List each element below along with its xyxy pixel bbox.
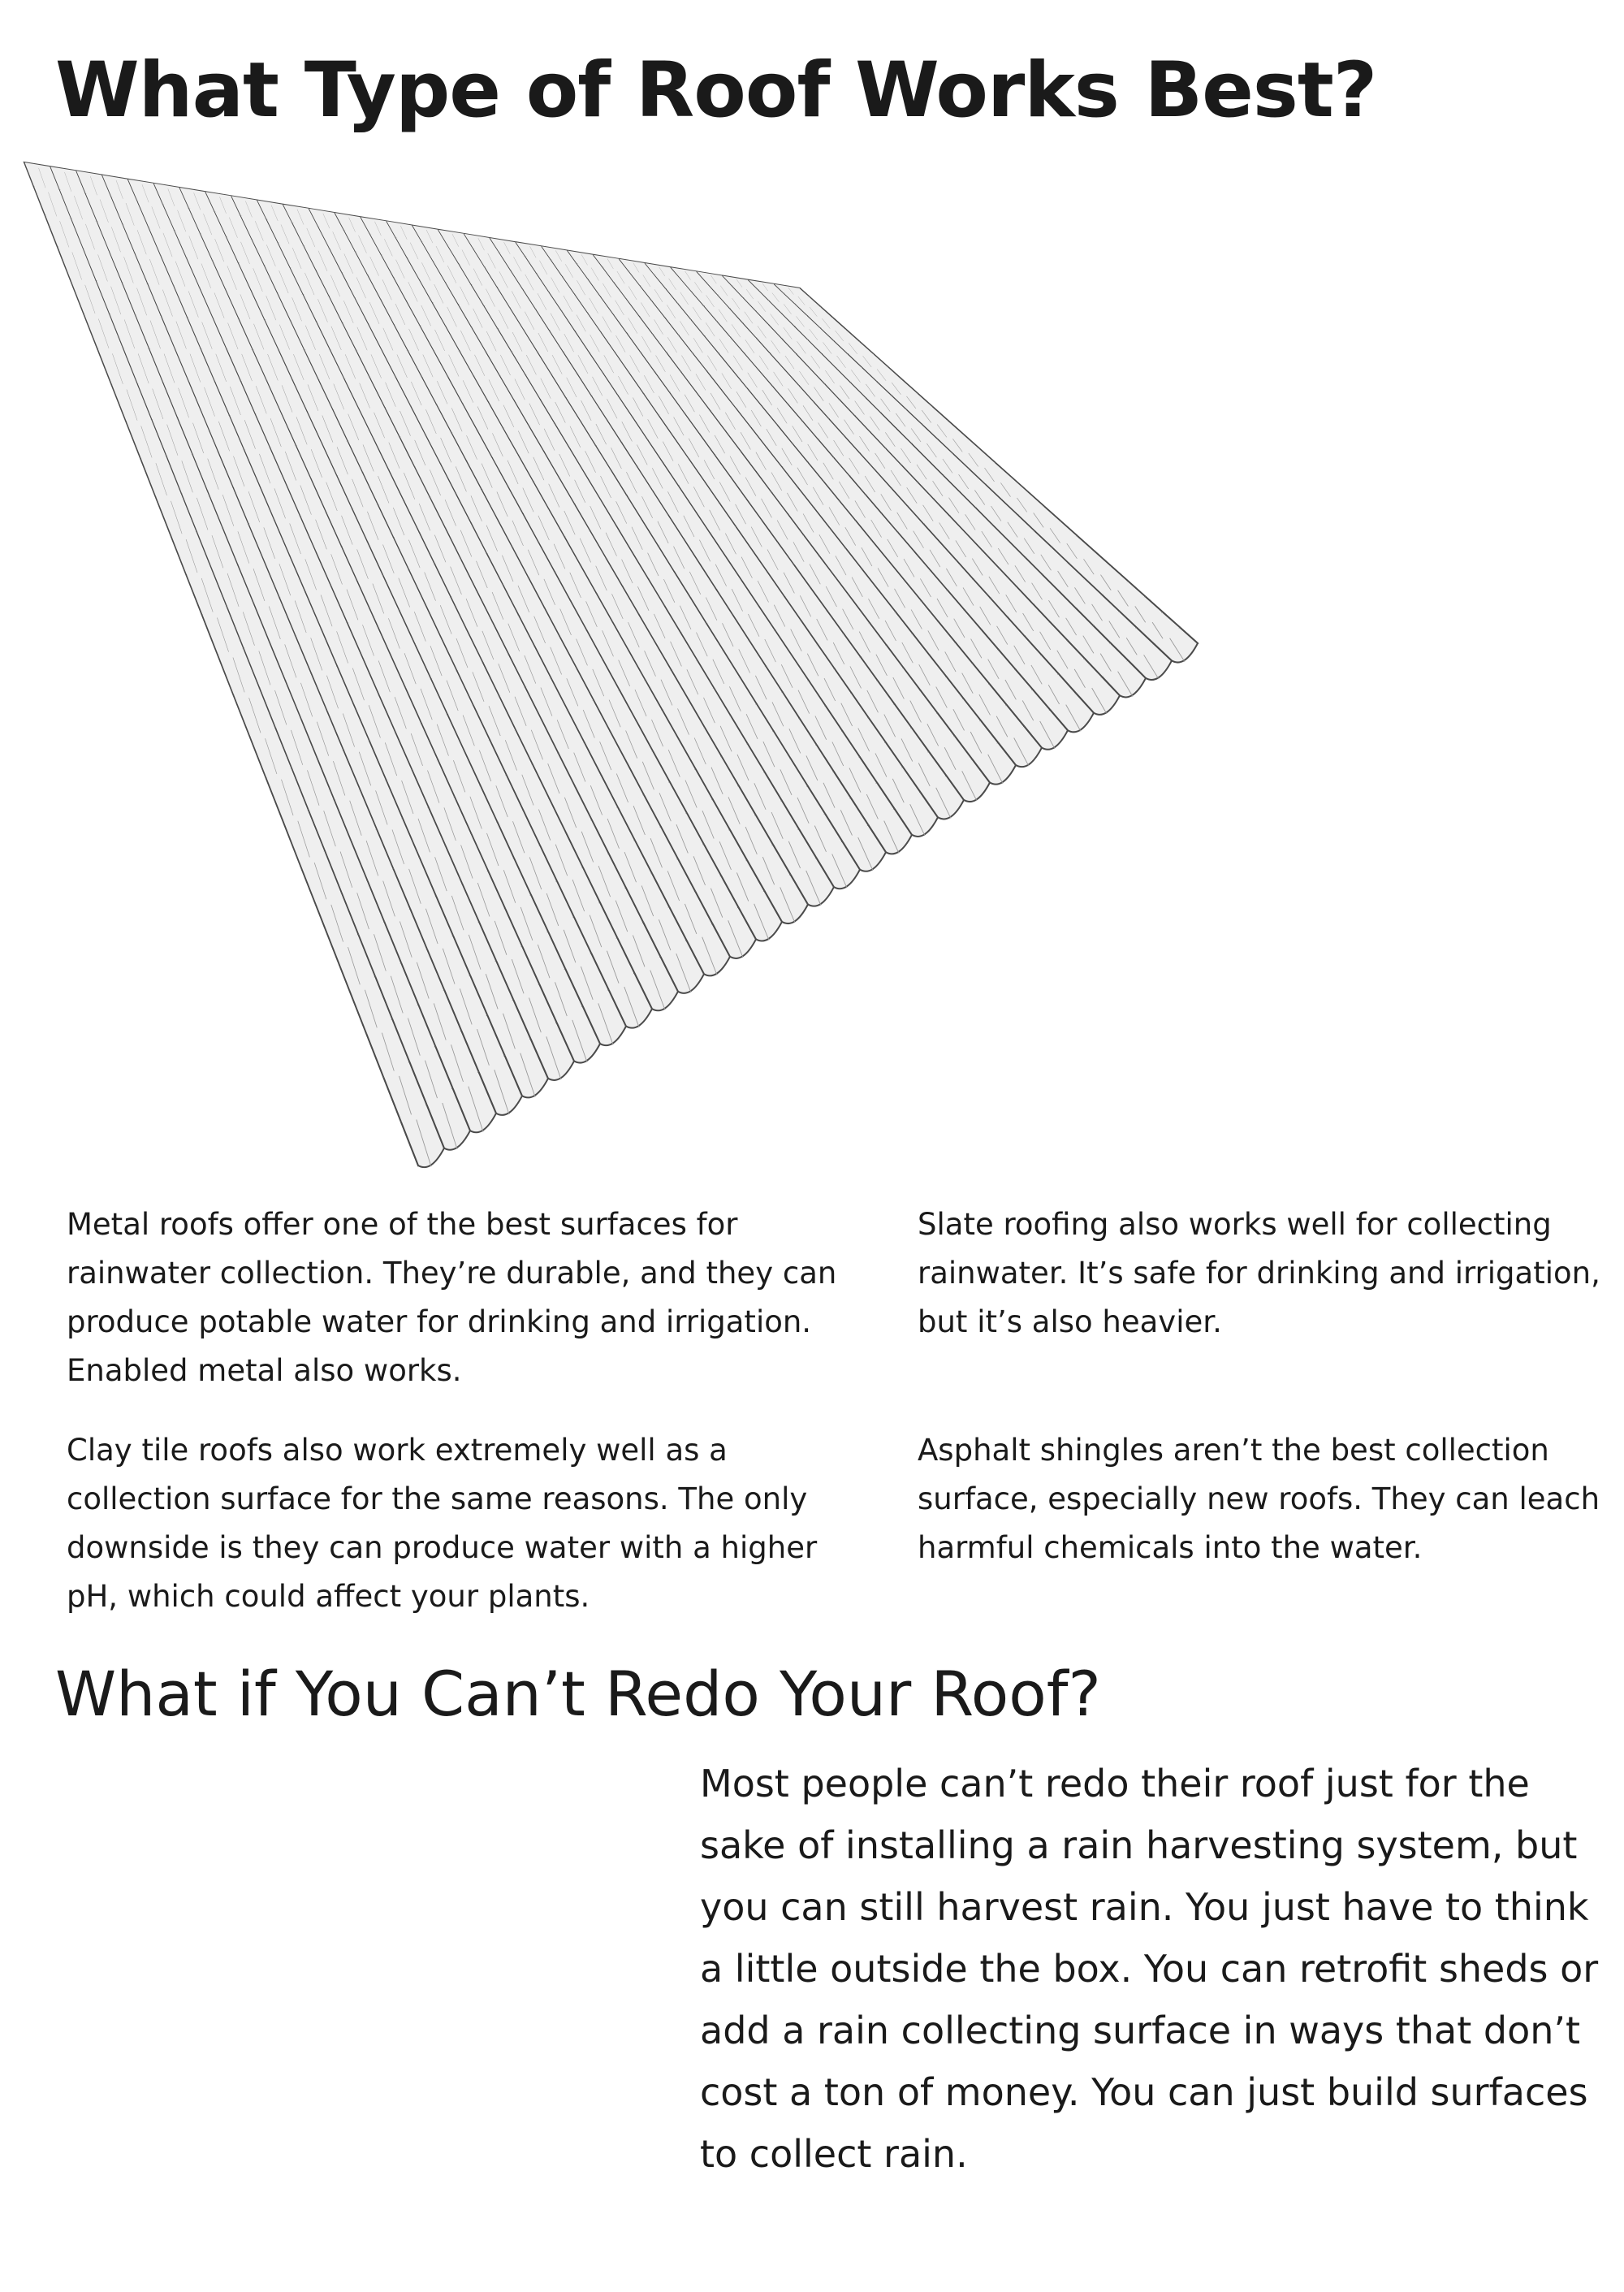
metal-roofs-paragraph: Metal roofs offer one of the best surfaces for rainwater collection. They’re durable, and they can produce potable water for drinking and irrigation. Enabled metal also works. [67, 1207, 837, 1388]
page-title: What Type of Roof Works Best? [55, 46, 1377, 135]
clay-tile-paragraph: Clay tile roofs also work extremely well as a collection surface for the same reasons. The only downside is they can produce water with a higher pH, which could affect your plants. [67, 1433, 818, 1614]
right-column [918, 1200, 1608, 1652]
closing-paragraph: Most people can’t redo their roof just for the sake of installing a rain harvesting system, but you can still harvest rain. You just have to think a little outside the box. You can retrofit sheds or add a rain collecting surface in ways that don’t cost a ton of money. You can just build surfaces to collect rain. [700, 1762, 1599, 2176]
left-column [67, 1200, 846, 1652]
roof-tiles-illustration [0, 146, 1218, 1178]
asphalt-shingles-paragraph: Asphalt shingles aren’t the best collection surface, especially new roofs. They can leach harmful chemicals into the water. [918, 1433, 1600, 1565]
slate-roofing-paragraph: Slate roofing also works well for collecting rainwater. It’s safe for drinking and irrigation, but it’s also heavier. [918, 1207, 1600, 1339]
section-subtitle: What if You Can’t Redo Your Roof? [55, 1658, 1101, 1730]
